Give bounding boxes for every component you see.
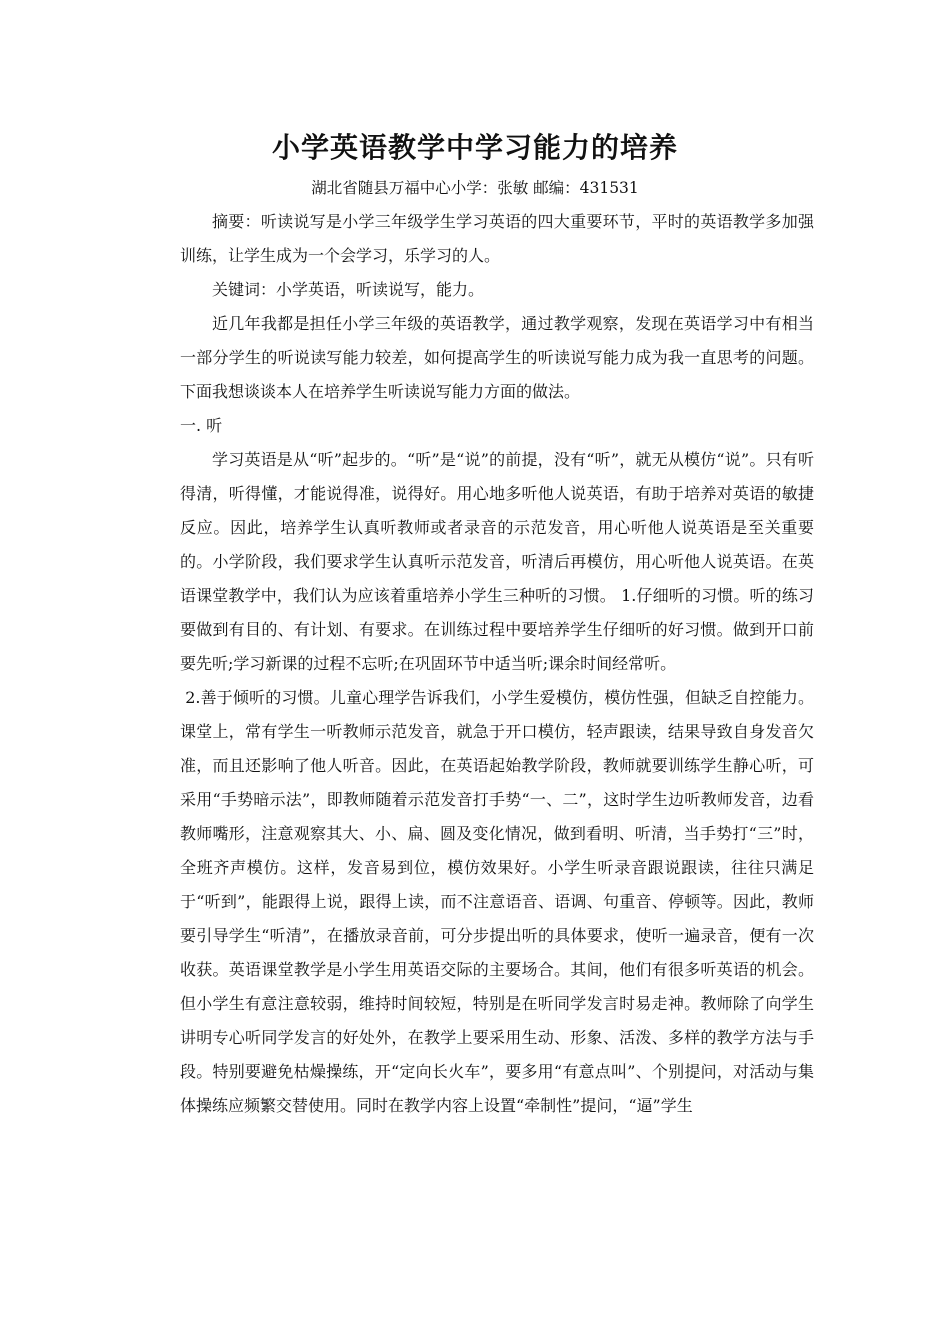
abstract-paragraph: 摘要：听读说写是小学三年级学生学习英语的四大重要环节，平时的英语教学多加强训练，让学生成为一个会学习，乐学习的人。 (180, 212, 814, 265)
habit-1-text: 1.仔细听的习惯。听的练习要做到有目的、有计划、有要求。在训练过程中要培养学生仔细听的好习惯。做到开口前要先听;学习新课的过程不忘听;在巩固环节中适当听;课余时间经常听。 (180, 586, 814, 673)
document-title: 小学英语教学中学习能力的培养 (271, 131, 678, 164)
author-line: 湖北省随县万福中心小学：张敏 邮编：431531 (311, 179, 639, 197)
keywords-paragraph: 关键词：小学英语，听读说写，能力。 (212, 280, 485, 299)
intro-paragraph: 近几年我都是担任小学三年级的英语教学，通过教学观察，发现在英语学习中有相当一部分学生的听说读写能力较差，如何提高学生的听读说写能力成为我一直思考的问题。下面我想谈谈本人在培养学生听读说写能力方面的做法。 (180, 314, 814, 401)
section-heading-listening: 一. 听 (180, 416, 223, 435)
listening-paragraph (180, 443, 814, 681)
habit-2-paragraph (180, 681, 814, 1123)
listening-intro-text: 学习英语是从“听”起步的。“听”是“说”的前提，没有“听”，就无从模仿“说”。只有听得清，听得懂，才能说得准，说得好。用心地多听他人说英语，有助于培养对英语的敏捷反应。因此，培养学生认真听教师或者录音的示范发音，用心听他人说英语是至关重要的。小学阶段，我们要求学生认真听示范发音，听清后再模仿，用心听他人说英语。在英语课堂教学中，我们认为应该着重培养小学生三种听的习惯。 (180, 450, 814, 605)
document-body (180, 205, 814, 1123)
habit-2-text: 2.善于倾听的习惯。儿童心理学告诉我们，小学生爱模仿，模仿性强，但缺乏自控能力。课堂上，常有学生一听教师示范发音，就急于开口模仿，轻声跟读，结果导致自身发音欠准，而且还影响了他人听音。因此，在英语起始教学阶段，教师就要训练学生静心听，可采用“手势暗示法”，即教师随着示范发音打手势“一、二”，这时学生边听教师发音，边看教师嘴形，注意观察其大、小、扁、圆及变化情况，做到看明、听清，当手势打“三”时，全班齐声模仿。这样，发音易到位，模仿效果好。小学生听录音跟说跟读，往往只满足于“听到”，能跟得上说，跟得上读，而不注意语音、语调、句重音、停顿等。因此，教师要引导学生“听清”，在播放录音前，可分步提出听的具体要求，使听一遍录音，便有一次收获。英语课堂教学是小学生用英语交际的主要场合。其间，他们有很多听英语的机会。但小学生有意注意较弱，维持时间较短，特别是在听同学发言时易走神。教师除了向学生讲明专心听同学发言的好处外，在教学上要采用生动、形象、活泼、多样的教学方法与手段。特别要避免枯燥操练，开“定向长火车”，要多用“有意点叫”、个别提问，对活动与集体操练应频繁交替使用。同时在教学内容上设置“牵制性”提问，“逼”学生 (180, 688, 814, 1115)
